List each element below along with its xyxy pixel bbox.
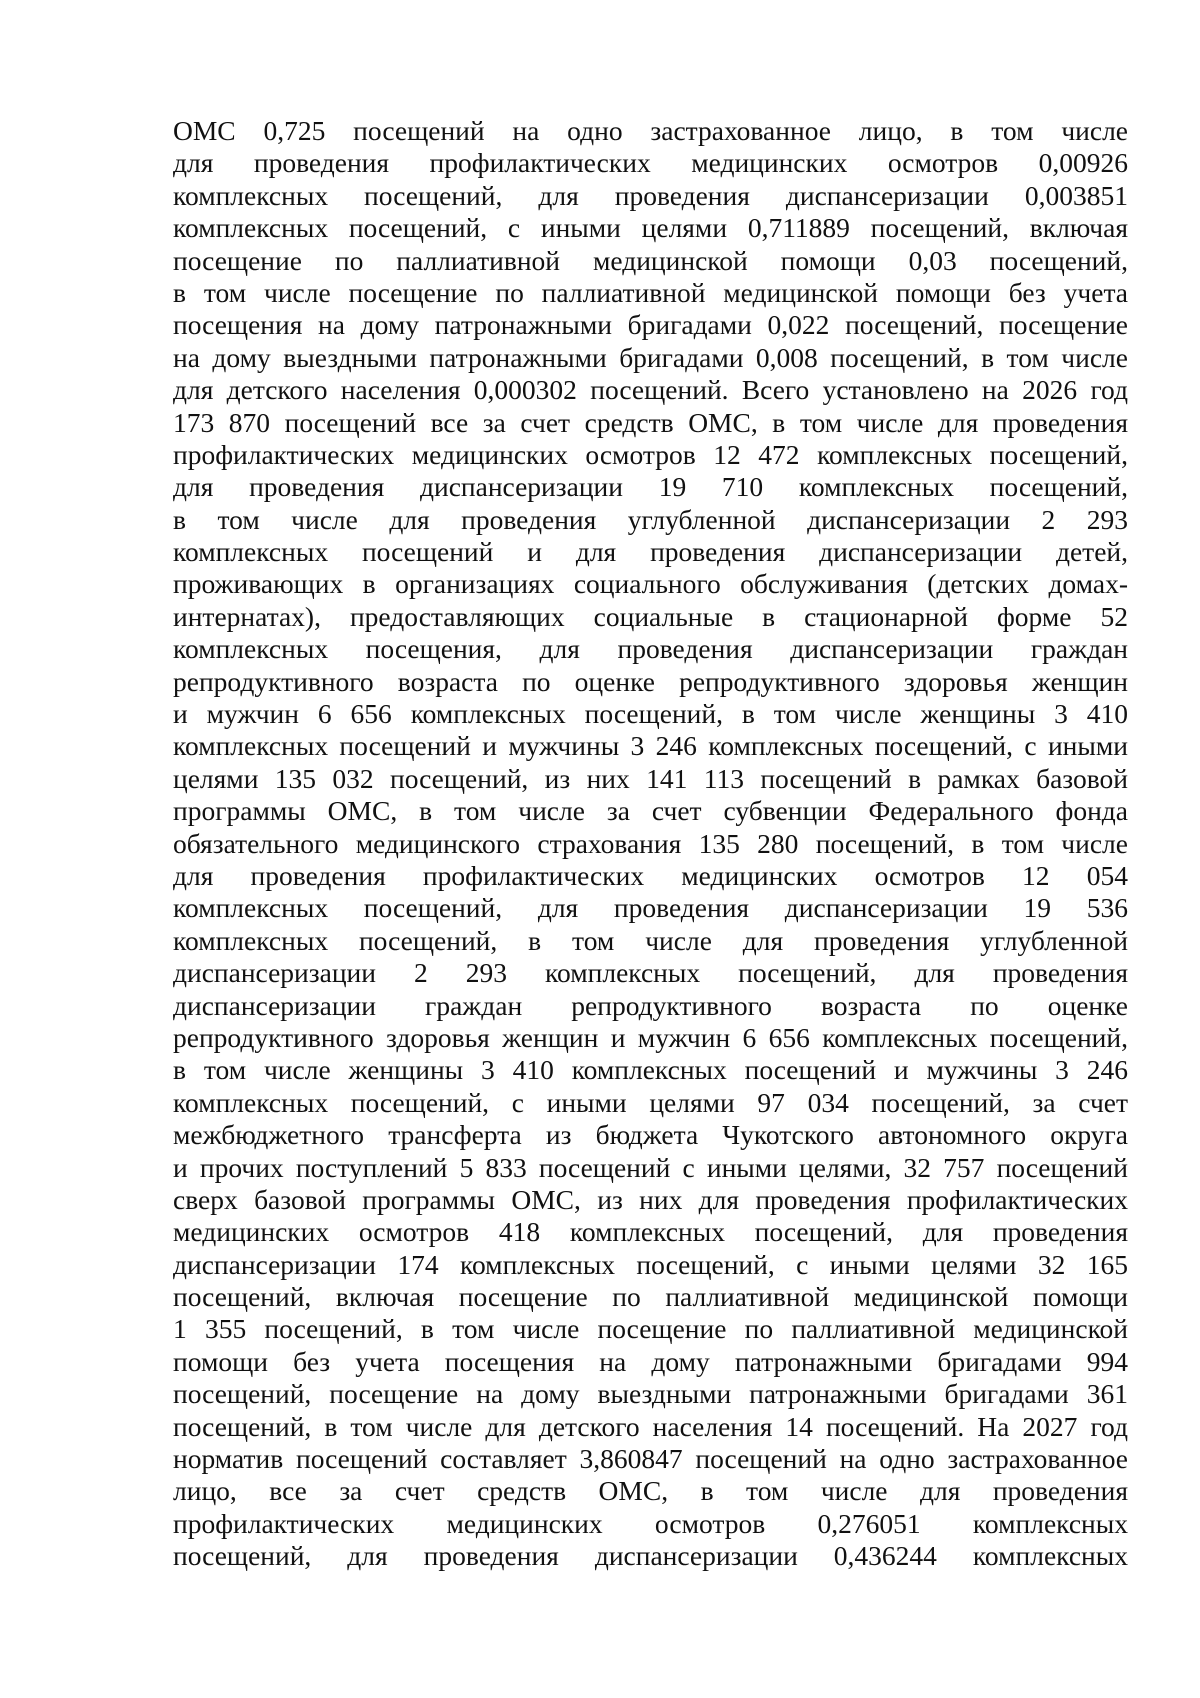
text-line: диспансеризации граждан репродуктивного возраста по оценке [173, 989, 1128, 1021]
text-line: посещений, для проведения диспансеризации 0,436244 комплексных [173, 1540, 1128, 1572]
text-line: комплексных посещений, с иными целями 97 034 посещений, за счет [173, 1086, 1128, 1118]
text-line: посещений, посещение на дому выездными патронажными бригадами 361 [173, 1378, 1128, 1410]
text-line: обязательного медицинского страхования 135 280 посещений, в том числе [173, 827, 1128, 859]
text-line: посещения на дому патронажными бригадами 0,022 посещений, посещение [173, 309, 1128, 341]
text-line: посещение по паллиативной медицинской помощи 0,03 посещений, [173, 244, 1128, 276]
text-line: диспансеризации 2 293 комплексных посещений, для проведения [173, 957, 1128, 989]
body-text [173, 115, 1128, 1573]
text-line: для проведения профилактических медицинских осмотров 12 054 [173, 859, 1128, 891]
text-line: программы ОМС, в том числе за счет субвенции Федерального фонда [173, 795, 1128, 827]
text-line: межбюджетного трансферта из бюджета Чукотского автономного округа [173, 1119, 1128, 1151]
text-line: посещений, включая посещение по паллиативной медицинской помощи [173, 1281, 1128, 1313]
text-line: комплексных посещения, для проведения диспансеризации граждан [173, 633, 1128, 665]
text-line: и мужчин 6 656 комплексных посещений, в том числе женщины 3 410 [173, 698, 1128, 730]
text-line: ОМС 0,725 посещений на одно застрахованное лицо, в том числе [173, 115, 1128, 146]
text-line: репродуктивного здоровья женщин и мужчин 6 656 комплексных посещений, [173, 1021, 1128, 1053]
text-line: помощи без учета посещения на дому патронажными бригадами 994 [173, 1345, 1128, 1377]
text-line: целями 135 032 посещений, из них 141 113 посещений в рамках базовой [173, 762, 1128, 794]
text-line: в том числе для проведения углубленной диспансеризации 2 293 [173, 503, 1128, 535]
text-line: и прочих поступлений 5 833 посещений с иными целями, 32 757 посещений [173, 1151, 1128, 1183]
text-line: для проведения профилактических медицинских осмотров 0,00926 [173, 147, 1128, 179]
text-line: комплексных посещений, с иными целями 0,711889 посещений, включая [173, 212, 1128, 244]
text-line: посещений, в том числе для детского населения 14 посещений. На 2027 год [173, 1410, 1128, 1442]
text-line: на дому выездными патронажными бригадами 0,008 посещений, в том числе [173, 341, 1128, 373]
text-line: репродуктивного возраста по оценке репродуктивного здоровья женщин [173, 665, 1128, 697]
text-line: профилактических медицинских осмотров 0,276051 комплексных [173, 1507, 1128, 1539]
text-line: комплексных посещений, в том числе для проведения углубленной [173, 924, 1128, 956]
text-line: проживающих в организациях социального обслуживания (детских домах- [173, 568, 1128, 600]
text-line: 173 870 посещений все за счет средств ОМС, в том числе для проведения [173, 406, 1128, 438]
text-line: сверх базовой программы ОМС, из них для проведения профилактических [173, 1183, 1128, 1215]
text-line: комплексных посещений, для проведения диспансеризации 19 536 [173, 892, 1128, 924]
text-line: интернатах), предоставляющих социальные в стационарной форме 52 [173, 600, 1128, 632]
text-line: профилактических медицинских осмотров 12 472 комплексных посещений, [173, 438, 1128, 470]
text-line: комплексных посещений и для проведения диспансеризации детей, [173, 536, 1128, 568]
text-line: медицинских осмотров 418 комплексных посещений, для проведения [173, 1216, 1128, 1248]
text-line: норматив посещений составляет 3,860847 посещений на одно застрахованное [173, 1443, 1128, 1475]
text-line: 1 355 посещений, в том числе посещение по паллиативной медицинской [173, 1313, 1128, 1345]
text-line: комплексных посещений и мужчины 3 246 комплексных посещений, с иными [173, 730, 1128, 762]
text-line: для проведения диспансеризации 19 710 комплексных посещений, [173, 471, 1128, 503]
text-line: в том числе посещение по паллиативной медицинской помощи без учета [173, 276, 1128, 308]
text-line: диспансеризации 174 комплексных посещений, с иными целями 32 165 [173, 1248, 1128, 1280]
text-line: лицо, все за счет средств ОМС, в том числе для проведения [173, 1475, 1128, 1507]
text-line: в том числе женщины 3 410 комплексных посещений и мужчины 3 246 [173, 1054, 1128, 1086]
text-line: комплексных посещений, для проведения диспансеризации 0,003851 [173, 179, 1128, 211]
text-line: для детского населения 0,000302 посещений. Всего установлено на 2026 год [173, 374, 1128, 406]
